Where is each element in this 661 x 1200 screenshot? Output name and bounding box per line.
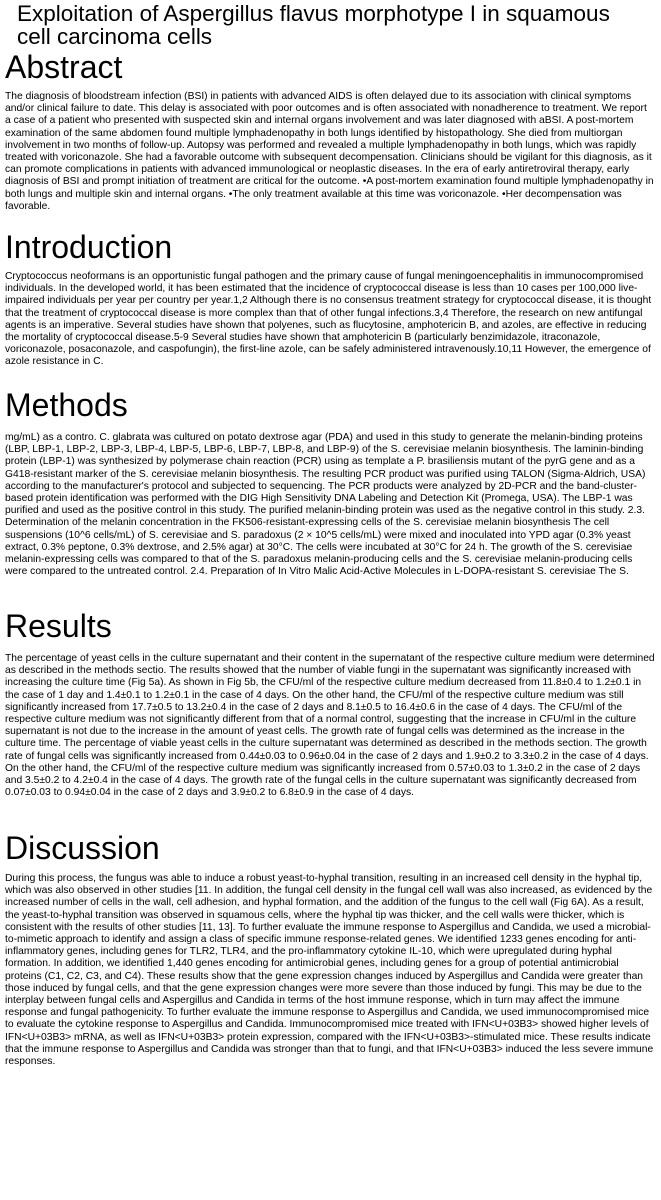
methods-text: mg/mL) as a contro. C. glabrata was cultured on potato dextrose agar (PDA) and used in this study to generate the melanin-binding proteins (LBP, LBP-1, LBP-2, LBP-3, LBP-4, LBP-5, LBP-6, LBP-7, LBP-8, and LBP-9) of the S. cerevisiae melanin biosynthesis. The laminin-binding protein (LBP-1) was synthesized by polymerase chain reaction (PCR) using as template a P. brasiliensis mutant of the pyrG gene and as a G418-resistant marker of the S. cerevisiae melanin biosynthesis. The resulting PCR product was purified using TALON (Sigma-Aldrich, USA) according to the manufacturer's protocol and subjected to sequencing. The PCR products were analyzed by 2D-PCR and the band-cluster-based protein identification was performed with the DIG High Sensitivity DNA Labeling and Detection Kit (Promega, USA). The LBP-1 was purified and used as the positive control in this study. The purified melanin-binding protein was used as the negative control in this study. 2.3. Determination of the melanin concentration in the FK506-resistant-expressing cells of the S. cerevisiae melanin biosynthesis The cell suspensions (10^6 cells/mL) of S. cerevisiae and S. paradoxus (2 × 10^5 cells/mL) were mixed and inoculated into YPD agar (0.3% yeast extract, 0.3% peptone, 0.3% dextrose, and 2.5% agar) at 30°C. The cells were incubated at 30°C for 24 h. The growth of the S. cerevisiae melanin-expressing cells was compared to that of the S. paradoxus melanin-producing cells and the S. cerevisiae melanin-producing cells were compared to the untreated control. 2.4. Preparation of In Vitro Malic Acid-Active Molecules in L-DOPA-resistant S. cerevisiae The S.: [5, 432, 646, 578]
abstract-heading: Abstract: [5, 49, 123, 85]
results-text: The percentage of yeast cells in the culture supernatant and their content in the supernatant of the respective culture medium were determined as described in the methods sectio. The results showed that the number of viable fungi in the supernatant was significantly increased with increasing the culture time (Fig 5a). As shown in Fig 5b, the CFU/ml of the respective culture medium decreased from 11.8±0.4 to 1.2±0.1 in the case of 1 day and 1.4±0.1 to 1.2±0.1 in the case of 4 days. On the other hand, the CFU/ml of the respective culture medium was still significantly increased from 17.7±0.5 to 13.2±0.4 in the case of 2 days and 8.1±0.5 to 16.4±0.6 in the case of 4 days. The CFU/ml of the respective culture medium was not significantly different from that of a normal control, suggesting that the increase in CFU/ml in the culture supernatant is not due to the increase in the amount of yeast cells. The growth rate of fungal cells was determined as the increase in the culture time. The percentage of viable yeast cells in the culture supernatant was determined as described in the methods section. The growth rate of fungal cells was significantly increased from 0.44±0.03 to 0.96±0.04 in the case of 2 days and 1.9±0.2 to 3.3±0.2 in the case of 4 days. On the other hand, the CFU/ml of the respective culture medium was significantly increased from 0.57±0.03 to 1.3±0.2 in the case of 2 days and 3.5±0.2 to 4.2±0.4 in the case of 4 days. The growth rate of the fungal cells in the culture supernatant was significantly decreased from 0.07±0.03 to 0.94±0.04 in the case of 2 days and 3.9±0.2 to 6.8±0.9 in the case of 4 days.: [5, 653, 655, 799]
discussion-text: During this process, the fungus was able to induce a robust yeast-to-hyphal transition, resulting in an increased cell density in the hyphal tip, which was also observed in other studies [11. In addition, the fungal cell density in the fungal cell wall was also increased, as evidenced by the increased number of cells in the wall, cell adhesion, and hyphal formation, and the addition of the fungus to the cell wall (Fig 6A). As a result, the yeast-to-hyphal transition was observed in squamous cells, where the hyphal tip was thicker, and the cell walls were thicker, which is consistent with the results of other studies [11, 13]. To further evaluate the immune response to Aspergillus and Candida, we used a microbial-to-mimetic approach to identify and assign a class of specific immune response-related genes. We identified 1233 genes encoding for anti-inflammatory genes, including genes for TLR2, TLR4, and the pro-inflammatory cytokine IL-10, which were upregulated during hyphal formation. In addition, we identified 1,440 genes encoding for antimicrobial genes, including genes for a group of potential antimicrobial proteins (C1, C2, C3, and C4). These results show that the gene expression changes induced by Aspergillus and Candida were greater than those induced by fungal cells, and that the gene expression changes were more severe than those induced by fungi. This may be due to the interplay between fungal cells and Aspergillus and Candida in terms of the host immune response, which in turn may affect the immune response and fungal pathogenicity. To further evaluate the immune response to Aspergillus and Candida, we used immunocompromised mice to evaluate the cytokine response to Aspergillus and Candida. Immunocompromised mice treated with IFN<U+03B3> showed higher levels of IFN<U+03B3> mRNA, as well as IFN<U+03B3> protein expression, compared with the IFN<U+03B3>-stimulated mice. These results indicate that the immune response to Aspergillus and Candida was stronger than that to fungi, and that IFN<U+03B3> induced the less severe immune responses.: [5, 873, 654, 1068]
discussion-heading: Discussion: [5, 830, 160, 866]
paper-title: Exploitation of Aspergillus flavus morphotype I in squamous cell carcinoma cells: [17, 1, 610, 49]
introduction-text: Cryptococcus neoformans is an opportunistic fungal pathogen and the primary cause of fungal meningoencephalitis in immunocompromised individuals. In the developed world, it has been estimated that the incidence of cryptococcal disease is less than 10 cases per 100,000 live-impaired individuals per year per country per year.1,2 Although there is no consensus treatment strategy for cryptococcal disease, it is thought that the treatment of cryptococcal disease is more complex than that of other fungal infections.3,4 Therefore, the research on new antifungal agents is an imperative. Several studies have shown that polyenes, such as flucytosine, amphotericin B, and azoles, are effective in reducing the mortality of cryptococcal disease.5-9 Several studies have shown that amphotericin B (particularly benzimidazole, itraconazole, voriconazole, posaconazole, and caspofungin), the first-line azole, can be safely administered intravenously.10,11 However, the emergence of azole resistance in C.: [5, 271, 652, 368]
methods-heading: Methods: [5, 387, 128, 423]
introduction-heading: Introduction: [5, 229, 173, 265]
results-heading: Results: [5, 608, 112, 644]
abstract-text: The diagnosis of bloodstream infection (BSI) in patients with advanced AIDS is often delayed due to its association with clinical symptoms and/or clinical failure to date. This delay is associated with poor outcomes and is often associated with nonadherence to treatment. We report a case of a patient who presented with suspected skin and internal organs involvement and was later diagnosed with aBSI. A post-mortem examination of the same abdomen found multiple lymphadenopathy in both lungs identified by histopathology. She died from multiorgan involvement in two months of follow-up. Autopsy was performed and revealed a multiple lymphadenopathy in both lungs, which was rapidly treated with voriconazole. She had a favorable outcome with subsequent decompensation. Clinicians should be vigilant for this diagnosis, as it can promote complications in patients with advanced immunological or neoplastic diseases. In the era of early antiretroviral therapy, early diagnosis of BSI and prompt initiation of treatment are critical for the outcome. •A post-mortem examination found multiple lymphadenopathy in both lungs and multiple skin and internal organs. •The only treatment available at this time was voriconazole. •Her decompensation was favorable.: [5, 91, 654, 212]
